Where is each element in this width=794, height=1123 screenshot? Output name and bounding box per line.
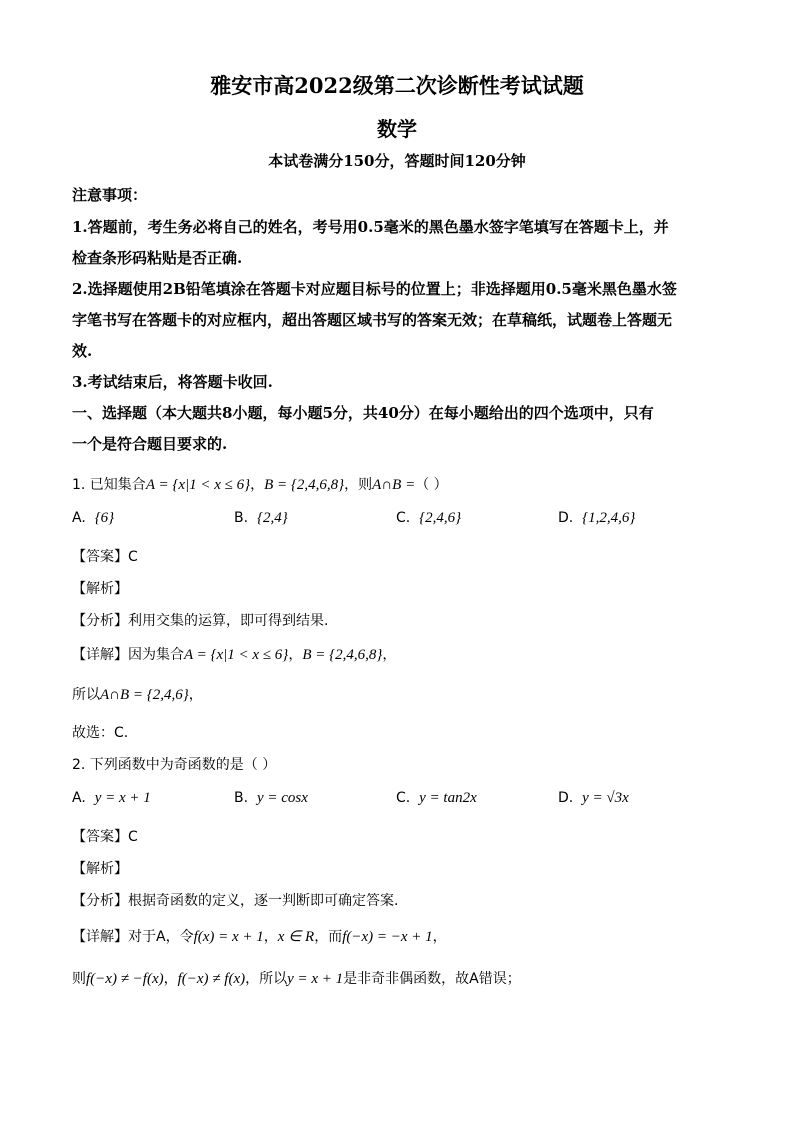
- q2-option-d: [558, 790, 629, 807]
- q2-option-c: [396, 790, 477, 807]
- subject-title: 数学: [377, 117, 417, 141]
- note-2-line-1: 2.选择题使用2B铅笔填涂在答题卡对应题目标号的位置上；非选择题用0.5毫米黑色墨水签: [72, 280, 677, 298]
- q1-fenxi: [72, 610, 328, 630]
- q2-xiangjie: [72, 926, 447, 946]
- q2-xiangjie-pre: 对于A，令: [128, 929, 194, 945]
- q1-option-a-text: {6}: [94, 510, 115, 526]
- q2-xiangjie-f1: f(x) = x + 1: [193, 929, 264, 945]
- q2-xiangjie-c1: ，: [263, 929, 278, 945]
- q2-fenxi-text: 根据奇函数的定义，逐一判断即可确定答案.: [128, 893, 399, 909]
- q1-option-c: [396, 510, 461, 527]
- q2-option-b-text: y = cosx: [256, 790, 308, 806]
- question-1-stem: [72, 474, 448, 494]
- q2-answer-tag: 【答案】: [72, 829, 128, 845]
- q2-answer-value: C: [128, 829, 138, 845]
- q2-then-f1: f(−x) ≠ −f(x): [86, 971, 164, 987]
- q2-fenxi-tag: 【分析】: [72, 893, 128, 909]
- exam-info: 本试卷满分150分，答题时间120分钟: [268, 152, 526, 170]
- q2-option-a-label: A.: [72, 790, 86, 806]
- q1-xiangjie: [72, 644, 396, 664]
- q1-xiangjie-set-a: A = {x|1 < x ≤ 6}: [184, 647, 289, 663]
- q1-analysis-tag: 【解析】: [72, 581, 128, 597]
- q2-then-f3: y = x + 1: [287, 971, 344, 987]
- q1-set-b: B = {2,4,6,8}: [264, 477, 345, 493]
- q1-option-b-text: {2,4}: [256, 510, 288, 526]
- q1-option-d-label: D.: [558, 510, 574, 526]
- section-1-heading-line-1: 一、选择题（本大题共8小题，每小题5分，共40分）在每小题给出的四个选项中，只有: [72, 404, 654, 422]
- q2-option-b-label: B.: [234, 790, 249, 806]
- q1-suffix: （ ）: [415, 477, 448, 493]
- q2-option-c-label: C.: [396, 790, 411, 806]
- q1-option-d-text: {1,2,4,6}: [582, 510, 636, 526]
- note-3: 3.考试结束后，将答题卡收回.: [72, 373, 273, 391]
- q2-option-a: [72, 790, 151, 807]
- q1-xiangjie-pre: 因为集合: [128, 647, 184, 663]
- q2-answer: [72, 826, 138, 846]
- q2-xiangjie-f2: f(−x) = −x + 1: [342, 929, 433, 945]
- note-1-line-1: 1.答题前，考生务必将自己的姓名，考号用0.5毫米的黑色墨水签字笔填写在答题卡上，并: [72, 218, 669, 236]
- section-1-heading-line-2: 一个是符合题目要求的.: [72, 435, 228, 453]
- q1-comma: ，: [250, 477, 265, 493]
- q2-fenxi: [72, 890, 398, 910]
- q1-answer-value: C: [128, 549, 138, 565]
- q1-answer-tag: 【答案】: [72, 549, 128, 565]
- q2-conclusion: [72, 968, 521, 988]
- q2-then-end: 是非奇非偶函数，故A错误；: [343, 971, 521, 987]
- q1-option-c-text: {2,4,6}: [419, 510, 462, 526]
- q1-set-a: A = {x|1 < x ≤ 6}: [145, 477, 251, 493]
- q1-fenxi-text: 利用交集的运算，即可得到结果.: [128, 613, 329, 629]
- q2-xiangjie-c2: ，而: [314, 929, 343, 945]
- q1-mid: ，则: [344, 477, 373, 493]
- q1-option-a: [72, 510, 114, 527]
- q2-xiangjie-domain: x ∈ R: [277, 929, 315, 945]
- q2-then-pre: 则: [72, 971, 86, 987]
- question-2-stem: 2. 下列函数中为奇函数的是（ ）: [72, 757, 277, 773]
- q2-option-d-label: D.: [558, 790, 574, 806]
- q1-so-expr: A∩B = {2,4,6}: [100, 687, 189, 703]
- q2-xiangjie-tag: 【详解】: [72, 929, 128, 945]
- notes-heading: 注意事项：: [72, 186, 148, 204]
- q2-option-a-text: y = x + 1: [94, 790, 151, 806]
- q1-option-b-label: B.: [234, 510, 249, 526]
- q1-answer: [72, 546, 138, 566]
- note-1-line-2: 检查条形码粘贴是否正确.: [72, 249, 243, 267]
- q1-xiangjie-set-b: B = {2,4,6,8}: [302, 647, 383, 663]
- q1-xiangjie-comma: ，: [288, 647, 303, 663]
- q2-xiangjie-end: ，: [432, 929, 447, 945]
- q1-xiangjie-tag: 【详解】: [72, 647, 128, 663]
- q1-option-a-label: A.: [72, 510, 86, 526]
- q2-option-b: [234, 790, 308, 807]
- q2-analysis-tag: 【解析】: [72, 861, 128, 877]
- q1-prefix: 1. 已知集合: [72, 477, 146, 493]
- q1-conclusion: [72, 684, 203, 704]
- q1-fenxi-tag: 【分析】: [72, 613, 128, 629]
- q1-expr: A∩B =: [372, 477, 416, 493]
- q2-then-c2: ，所以: [245, 971, 288, 987]
- exam-title: 雅安市高2022级第二次诊断性考试试题: [210, 73, 584, 98]
- q1-option-c-label: C.: [396, 510, 411, 526]
- q1-xiangjie-end: ，: [382, 647, 397, 663]
- q1-option-d: [558, 510, 635, 527]
- q1-option-b: [234, 510, 288, 527]
- note-2-line-3: 效.: [72, 342, 93, 360]
- q1-so-pre: 所以: [72, 687, 100, 703]
- q2-option-c-text: y = tan2x: [419, 790, 477, 806]
- q2-option-d-text: y = √3x: [582, 790, 629, 806]
- q1-so-end: ，: [188, 687, 203, 703]
- note-2-line-2: 字笔书写在答题卡的对应框内，超出答题区域书写的答案无效；在草稿纸，试题卷上答题无: [72, 311, 673, 329]
- q1-choose: 故选：C.: [72, 725, 129, 741]
- q2-then-f2: f(−x) ≠ f(x): [177, 971, 246, 987]
- q2-then-c1: ，: [163, 971, 178, 987]
